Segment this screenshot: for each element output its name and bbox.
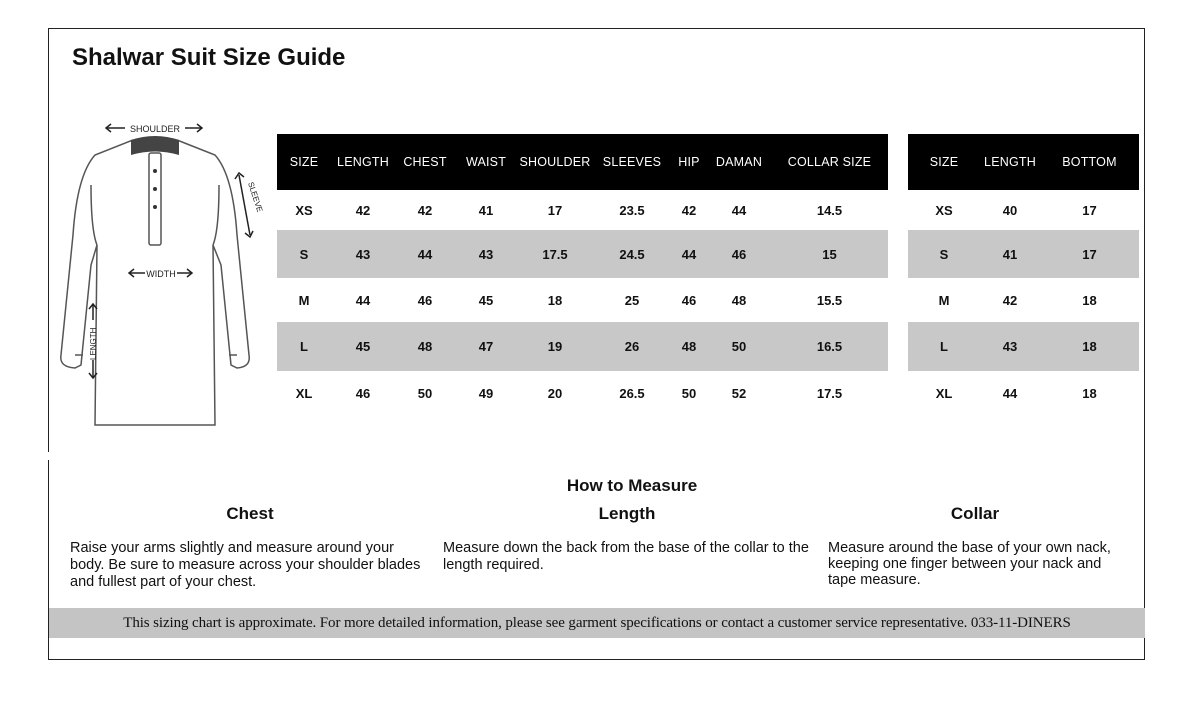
table-cell: 42 — [355, 202, 371, 218]
size-cell: XL — [295, 386, 313, 401]
table-cell: 44 — [1002, 386, 1018, 401]
table-cell: 46 — [355, 386, 371, 401]
table-cell: 42 — [681, 202, 697, 218]
column-header: DAMAN — [707, 134, 771, 190]
kurta-diagram — [55, 115, 280, 435]
table-cell: 47 — [455, 322, 517, 371]
table-cell: 24.5 — [593, 230, 671, 278]
table-cell: 40 — [1002, 202, 1018, 218]
how-to-measure-title: How to Measure — [566, 476, 698, 495]
length-heading: Length — [598, 504, 656, 523]
table-cell: 15 — [771, 230, 888, 278]
column-header: LENGTH — [980, 134, 1040, 190]
column-header: WAIST — [455, 134, 517, 190]
table-cell: 20 — [547, 386, 563, 401]
collar-heading: Collar — [950, 504, 1000, 523]
table-cell: 16.5 — [771, 322, 888, 371]
table-cell: 14.5 — [816, 202, 843, 218]
frame-gap — [47, 452, 51, 460]
table-cell: 18 — [547, 292, 563, 308]
table-cell: 46 — [417, 292, 433, 308]
size-cell: L — [277, 322, 331, 371]
table-cell: 44 — [671, 230, 707, 278]
table-cell: 42 — [417, 202, 433, 218]
width-label: WIDTH — [146, 269, 176, 279]
table-cell: 50 — [417, 386, 433, 401]
length-instructions: Measure down the back from the base of the collar to the length required. — [443, 540, 809, 573]
sleeve-label: SLEEVE — [246, 180, 265, 214]
table-cell: 15.5 — [816, 292, 843, 308]
table-cell: 49 — [478, 386, 494, 401]
table-cell: 46 — [707, 230, 771, 278]
table-cell: 44 — [395, 230, 455, 278]
size-cell: XL — [935, 386, 953, 401]
table-cell: 44 — [355, 292, 371, 308]
size-cell: XS — [295, 202, 313, 218]
table-cell: 26.5 — [619, 386, 645, 401]
table-cell: 41 — [980, 230, 1040, 278]
chest-heading: Chest — [226, 504, 274, 523]
table-cell: 23.5 — [619, 202, 645, 218]
size-cell: L — [908, 322, 980, 371]
table-cell: 17 — [547, 202, 563, 218]
chest-instructions: Raise your arms slightly and measure around your body. Be sure to measure across your shoulder blades and fullest part of your chest. — [70, 540, 421, 590]
column-header: COLLAR SIZE — [771, 134, 888, 190]
disclaimer-footer: This sizing chart is approximate. For more detailed information, please see garment specifications or contact a customer service representative. 033-11-DINERS — [49, 608, 1145, 638]
table-cell: 43 — [980, 322, 1040, 371]
table-cell: 17 — [1040, 230, 1139, 278]
table-cell: 48 — [395, 322, 455, 371]
table-cell: 41 — [478, 202, 494, 218]
table-cell: 52 — [731, 386, 747, 401]
page-title: Shalwar Suit Size Guide — [72, 44, 346, 71]
shalwar-size-table — [908, 134, 1139, 416]
table-cell: 26 — [593, 322, 671, 371]
column-header: LENGTH — [331, 134, 395, 190]
table-cell: 17 — [1082, 202, 1097, 218]
table-cell: 18 — [1040, 322, 1139, 371]
size-cell: M — [298, 292, 310, 308]
table-cell: 48 — [731, 292, 747, 308]
size-cell: XS — [935, 202, 953, 218]
collar-instructions: Measure around the base of your own nack, keeping one finger between your nack and tape measure. — [828, 540, 1111, 588]
table-cell: 50 — [707, 322, 771, 371]
table-cell: 19 — [517, 322, 593, 371]
table-cell: 18 — [1082, 386, 1097, 401]
column-header: BOTTOM — [1040, 134, 1139, 190]
length-label: LENGTH — [89, 327, 98, 360]
shoulder-label: SHOULDER — [129, 124, 181, 134]
column-header: SHOULDER — [517, 134, 593, 190]
table-cell: 43 — [455, 230, 517, 278]
table-cell: 17.5 — [816, 386, 843, 401]
table-cell: 43 — [331, 230, 395, 278]
column-header: SIZE — [908, 134, 980, 190]
table-cell: 25 — [624, 292, 640, 308]
table-cell: 17.5 — [517, 230, 593, 278]
table-cell: 45 — [478, 292, 494, 308]
column-header: HIP — [671, 134, 707, 190]
size-cell: M — [938, 292, 950, 308]
column-header: CHEST — [395, 134, 455, 190]
column-header: SIZE — [277, 134, 331, 190]
table-cell: 18 — [1082, 292, 1097, 308]
table-cell: 50 — [681, 386, 697, 401]
table-cell: 42 — [1002, 292, 1018, 308]
column-header: SLEEVES — [593, 134, 671, 190]
size-cell: S — [277, 230, 331, 278]
kurta-size-table — [277, 134, 888, 416]
size-cell: S — [908, 230, 980, 278]
table-cell: 45 — [331, 322, 395, 371]
table-cell: 48 — [671, 322, 707, 371]
table-cell: 46 — [681, 292, 697, 308]
table-cell: 44 — [731, 202, 747, 218]
